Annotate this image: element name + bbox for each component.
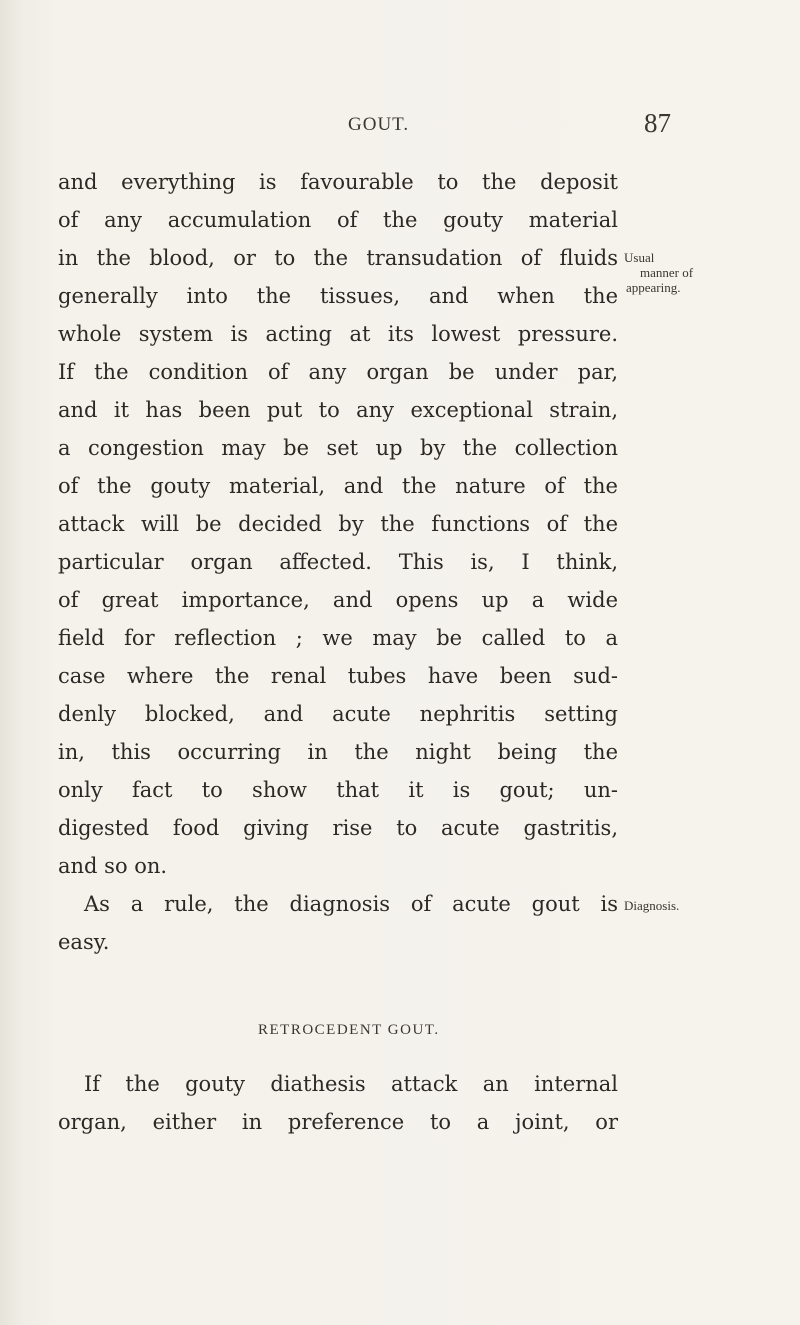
text-line: organ, either in preference to a joint, or bbox=[58, 1110, 618, 1134]
text-line: denly blocked, and acute nephritis setting bbox=[58, 702, 618, 726]
text-line: If the gouty diathesis attack an internal bbox=[84, 1072, 618, 1096]
running-head bbox=[60, 110, 740, 140]
text-line: a congestion may be set up by the collection bbox=[58, 436, 618, 460]
margin-note-usual: Usual bbox=[624, 250, 655, 265]
text-line: and it has been put to any exceptional strain, bbox=[58, 398, 618, 422]
text-line: only fact to show that it is gout; un- bbox=[58, 778, 618, 802]
text-line: of great importance, and opens up a wide bbox=[58, 588, 618, 612]
text-line: field for reflection ; we may be called to a bbox=[58, 626, 618, 650]
text-line: in, this occurring in the night being the bbox=[58, 740, 618, 764]
text-line: attack will be decided by the functions of the bbox=[58, 512, 618, 536]
text-line: easy. bbox=[58, 930, 110, 954]
text-line: particular organ affected. This is, I think, bbox=[58, 550, 618, 574]
text-line: and everything is favourable to the deposit bbox=[58, 170, 618, 194]
text-line: of the gouty material, and the nature of the bbox=[58, 474, 618, 498]
text-line: If the condition of any organ be under par, bbox=[58, 360, 618, 384]
margin-note-usual: manner of bbox=[640, 265, 694, 280]
margin-note-diagnosis: Diagnosis. bbox=[624, 898, 680, 913]
text-line: whole system is acting at its lowest pressure. bbox=[58, 322, 618, 346]
text-line: digested food giving rise to acute gastritis, bbox=[58, 816, 618, 840]
text-line: As a rule, the diagnosis of acute gout is bbox=[84, 892, 618, 916]
text-line: case where the renal tubes have been sud- bbox=[58, 664, 618, 688]
text-line: generally into the tissues, and when the bbox=[58, 284, 618, 308]
text-line: of any accumulation of the gouty material bbox=[58, 208, 618, 232]
page-number: 87 bbox=[644, 108, 671, 138]
text-line: in the blood, or to the transudation of fluids bbox=[58, 246, 618, 270]
section-heading: RETROCEDENT GOUT. bbox=[258, 1022, 440, 1038]
text-line: and so on. bbox=[58, 854, 168, 878]
margin-note-usual: appearing. bbox=[626, 280, 681, 295]
running-head-title: GOUT. bbox=[348, 114, 410, 135]
